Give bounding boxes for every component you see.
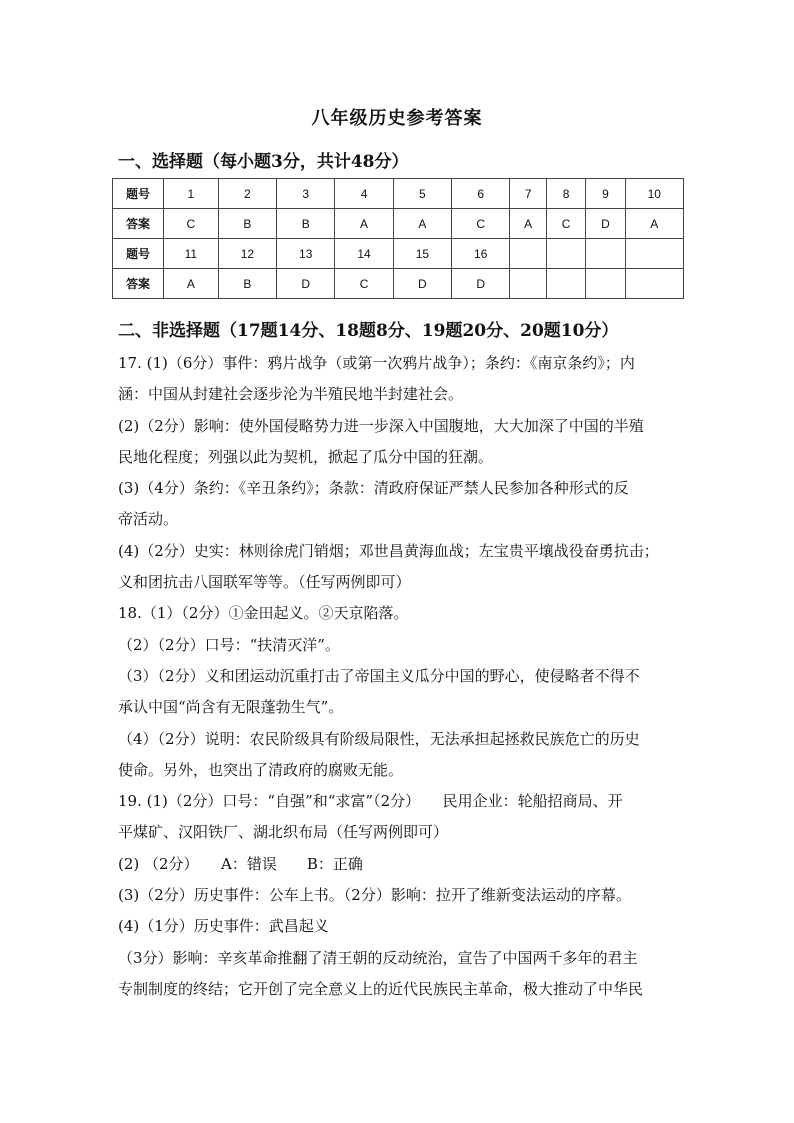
table-cell: D (452, 269, 510, 299)
table-cell: A (625, 209, 683, 239)
answer-line: （2）（2分）口号：“扶清灭洋”。 (118, 635, 340, 654)
answer-line: （4）（2分）说明：农民阶级具有阶级局限性，无法承担起拯救民族危亡的历史 (118, 729, 640, 748)
table-cell: B (277, 209, 335, 239)
table-cell (625, 269, 683, 299)
document-title: 八年级历史参考答案 (311, 108, 483, 129)
table-cell: B (218, 269, 276, 299)
table-cell: D (277, 269, 335, 299)
table-cell: A (164, 269, 219, 299)
table-cell: 6 (452, 179, 510, 209)
table-row (113, 209, 684, 239)
answer-line: (3)（4分）条约：《辛丑条约》；条款：清政府保证严禁人民参加各种形式的反 (118, 479, 629, 498)
table-cell: 16 (452, 239, 510, 269)
table-cell: 9 (586, 179, 625, 209)
table-cell: D (393, 269, 451, 299)
table-cell: B (218, 209, 276, 239)
table-cell (510, 239, 547, 269)
answer-line: 19. (1)（2分）口号：“自强”和“求富”（2分） 民用企业：轮船招商局、开 (118, 792, 623, 811)
table-cell: 4 (335, 179, 393, 209)
table-cell: 1 (164, 179, 219, 209)
table-cell: 3 (277, 179, 335, 209)
table-cell: D (586, 209, 625, 239)
table-cell: A (510, 209, 547, 239)
answer-line: (2) （2分） A：错误 B：正确 (118, 854, 363, 873)
table-cell (546, 239, 585, 269)
table-cell: 12 (218, 239, 276, 269)
table-cell (586, 239, 625, 269)
answer-line: 17. (1)（6分）事件：鸦片战争（或第一次鸦片战争）；条约：《南京条约》；内 (118, 354, 635, 372)
row-label: 题号 (113, 239, 164, 269)
answer-line: (3)（2分）历史事件：公车上书。（2分）影响：拉开了维新变法运动的序幕。 (118, 886, 631, 905)
answer-line: 承认中国“尚含有无限蓬勃生气”。 (118, 698, 344, 717)
answer-line: 使命。另外，也突出了清政府的腐败无能。 (118, 760, 404, 779)
table-cell: C (546, 209, 585, 239)
answer-line: (2)（2分）影响：使外国侵略势力进一步深入中国腹地，大大加深了中国的半殖 (118, 416, 644, 435)
answer-line: (4)（2分）史实：林则徐虎门销烟；邓世昌黄海血战；左宝贵平壤战役奋勇抗击； (118, 541, 659, 560)
table-cell: 8 (546, 179, 585, 209)
table-cell: A (393, 209, 451, 239)
answer-line: 义和团抗击八国联军等等。（任写两例即可） (118, 573, 411, 592)
table-cell (625, 239, 683, 269)
answer-body (118, 348, 678, 1005)
table-cell (546, 269, 585, 299)
row-label: 题号 (113, 179, 164, 209)
table-cell: C (164, 209, 219, 239)
row-label: 答案 (113, 269, 164, 299)
table-row (113, 269, 684, 299)
table-row (113, 239, 684, 269)
table-cell: C (452, 209, 510, 239)
table-cell (510, 269, 547, 299)
table-cell: 5 (393, 179, 451, 209)
table-cell: C (335, 269, 393, 299)
answer-line: 18.（1）（2分）①金田起义。②天京陷落。 (118, 604, 409, 623)
answer-line: (4)（1分）历史事件：武昌起义 (118, 917, 329, 936)
answer-line: 平煤矿、汉阳铁厂、湖北织布局（任写两例即可） (118, 823, 449, 842)
table-cell: 11 (164, 239, 219, 269)
answer-line: 帝活动。 (118, 510, 179, 529)
table-cell: 15 (393, 239, 451, 269)
section-heading-non-choice: 二、非选择题（17题14分、18题8分、19题20分、20题10分） (118, 321, 619, 341)
answer-table (112, 178, 684, 299)
table-cell: A (335, 209, 393, 239)
row-label: 答案 (113, 209, 164, 239)
table-cell: 13 (277, 239, 335, 269)
answer-line: 涵：中国从封建社会逐步沦为半殖民地半封建社会。 (118, 385, 464, 404)
answer-line: 专制制度的终结；它开创了完全意义上的近代民族民主革命，极大推动了中华民 (118, 979, 644, 998)
table-cell: 14 (335, 239, 393, 269)
answer-line: 民地化程度；列强以此为契机，掀起了瓜分中国的狂潮。 (118, 447, 494, 466)
table-row (113, 179, 684, 209)
answer-line: （3）（2分）义和团运动沉重打击了帝国主义瓜分中国的野心，使侵略者不得不 (118, 666, 640, 685)
section-heading-multiple-choice: 一、选择题（每小题3分，共计48分） (118, 152, 409, 172)
table-cell: 7 (510, 179, 547, 209)
table-cell (586, 269, 625, 299)
table-cell: 2 (218, 179, 276, 209)
table-cell: 10 (625, 179, 683, 209)
answer-line: （3分）影响：辛亥革命推翻了清王朝的反动统治，宣告了中国两千多年的君主 (118, 948, 638, 967)
